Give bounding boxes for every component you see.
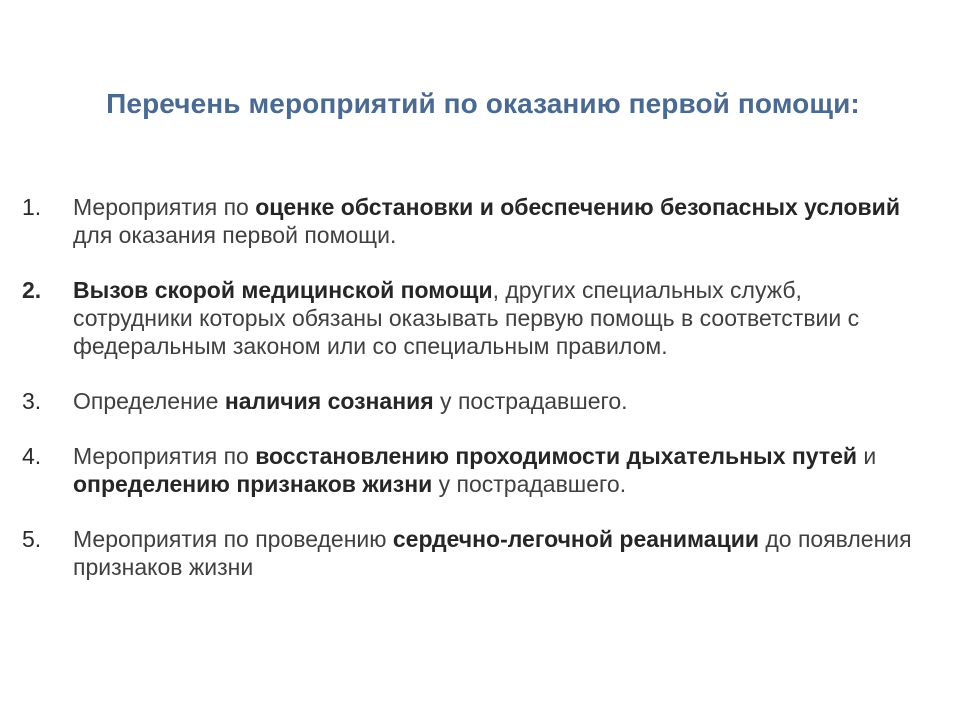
item-number: 5. — [22, 526, 42, 552]
list-item-2 — [22, 276, 922, 360]
item-text: у пострадавшего. — [432, 471, 627, 497]
item-text: и — [857, 443, 877, 469]
list-item-1 — [22, 193, 922, 249]
list-item-4 — [22, 442, 922, 498]
item-text-bold: определению признаков жизни — [73, 471, 433, 497]
item-text: , других специальных служб, сотрудники которых обязаны оказывать первую помощь в соответствии с федеральным законом или со специальным правилом. — [73, 277, 860, 359]
list-item-3 — [22, 387, 922, 415]
item-text: Определение — [73, 388, 225, 414]
item-text: Мероприятия по проведению — [73, 526, 393, 552]
slide-title: Перечень мероприятий по оказанию первой помощи: — [106, 88, 860, 119]
item-text: для оказания первой помощи. — [73, 222, 397, 248]
item-text-bold: сердечно-легочной реанимации — [392, 526, 759, 552]
item-text: Мероприятия по — [73, 443, 256, 469]
item-number: 3. — [22, 388, 42, 414]
item-text-bold: восстановлению проходимости дыхательных путей — [255, 443, 858, 469]
item-number: 2. — [22, 277, 42, 303]
item-number: 4. — [22, 443, 42, 469]
item-text-bold: оценке обстановки и обеспечению безопасных условий — [255, 194, 900, 220]
item-text-bold: Вызов скорой медицинской помощи — [73, 277, 493, 303]
item-text: у пострадавшего. — [433, 388, 628, 414]
list-item-5 — [22, 525, 922, 581]
item-number: 1. — [22, 194, 42, 220]
item-text-bold: наличия сознания — [224, 388, 434, 414]
item-text: Мероприятия по — [73, 194, 256, 220]
first-aid-list — [22, 193, 922, 608]
item-text: до появления признаков жизни — [73, 526, 912, 580]
